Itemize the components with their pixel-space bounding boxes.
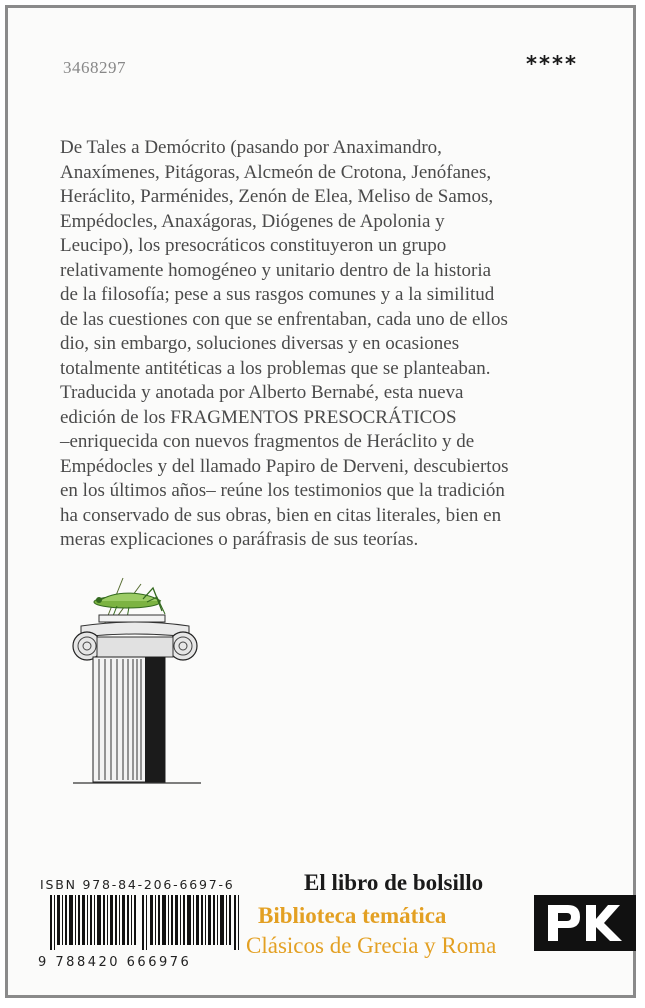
description-line: de las cuestiones con que se enfrentaban, cada uno de ellos bbox=[60, 308, 508, 330]
rating-stars: **** bbox=[526, 52, 578, 76]
description-line: –enriquecida con nuevos fragmentos de Heráclito y de bbox=[60, 431, 475, 452]
description-line: dio, sin embargo, soluciones diversas y en ocasiones bbox=[60, 333, 460, 354]
subcollection-title: Clásicos de Grecia y Roma bbox=[246, 933, 497, 958]
description-line: en los últimos años– reúne los testimonios que la tradición bbox=[60, 480, 505, 501]
description-line: de la filosofía; pese a sus rasgos comunes y a la similitud bbox=[60, 284, 495, 305]
collection-title: Biblioteca temática bbox=[258, 903, 447, 928]
column-grasshopper-illustration bbox=[65, 575, 205, 790]
description-line: meras explicaciones o paráfrasis de sus teorías. bbox=[60, 529, 419, 550]
description-line: edición de los FRAGMENTOS PRESOCRÁTICOS bbox=[60, 406, 457, 428]
description-line: De Tales a Demócrito (pasando por Anaximandro, bbox=[60, 137, 442, 158]
isbn-label: ISBN 978-84-206-6697-6 bbox=[40, 877, 235, 892]
description-line: totalmente antitéticas a los problemas que se planteaban. bbox=[60, 357, 491, 379]
publisher-logo-icon bbox=[534, 895, 636, 951]
series-title: El libro de bolsillo bbox=[304, 870, 484, 895]
description-line: Empédocles y del llamado Papiro de Derveni, descubiertos bbox=[60, 455, 509, 477]
description-line: ha conservado de sus obras, bien en citas literales, bien en bbox=[60, 504, 502, 526]
description-line: Empédocles, Anaxágoras, Diógenes de Apolonia y bbox=[60, 210, 445, 232]
barcode-icon bbox=[50, 895, 240, 950]
description-line: Heráclito, Parménides, Zenón de Elea, Meliso de Samos, bbox=[60, 186, 494, 207]
barcode-number: 9 788420 666976 bbox=[38, 955, 192, 970]
description-line: relativamente homogéneo y unitario dentro de la historia bbox=[60, 259, 492, 281]
description-line: Anaxímenes, Pitágoras, Alcmeón de Crotona, Jenófanes, bbox=[60, 161, 492, 183]
description-line: Traducida y anotada por Alberto Bernabé, esta nueva bbox=[60, 382, 464, 403]
book-description bbox=[60, 136, 620, 553]
catalog-number: 3468297 bbox=[63, 58, 126, 77]
description-line: Leucipo), los presocráticos constituyeron un grupo bbox=[60, 235, 447, 256]
